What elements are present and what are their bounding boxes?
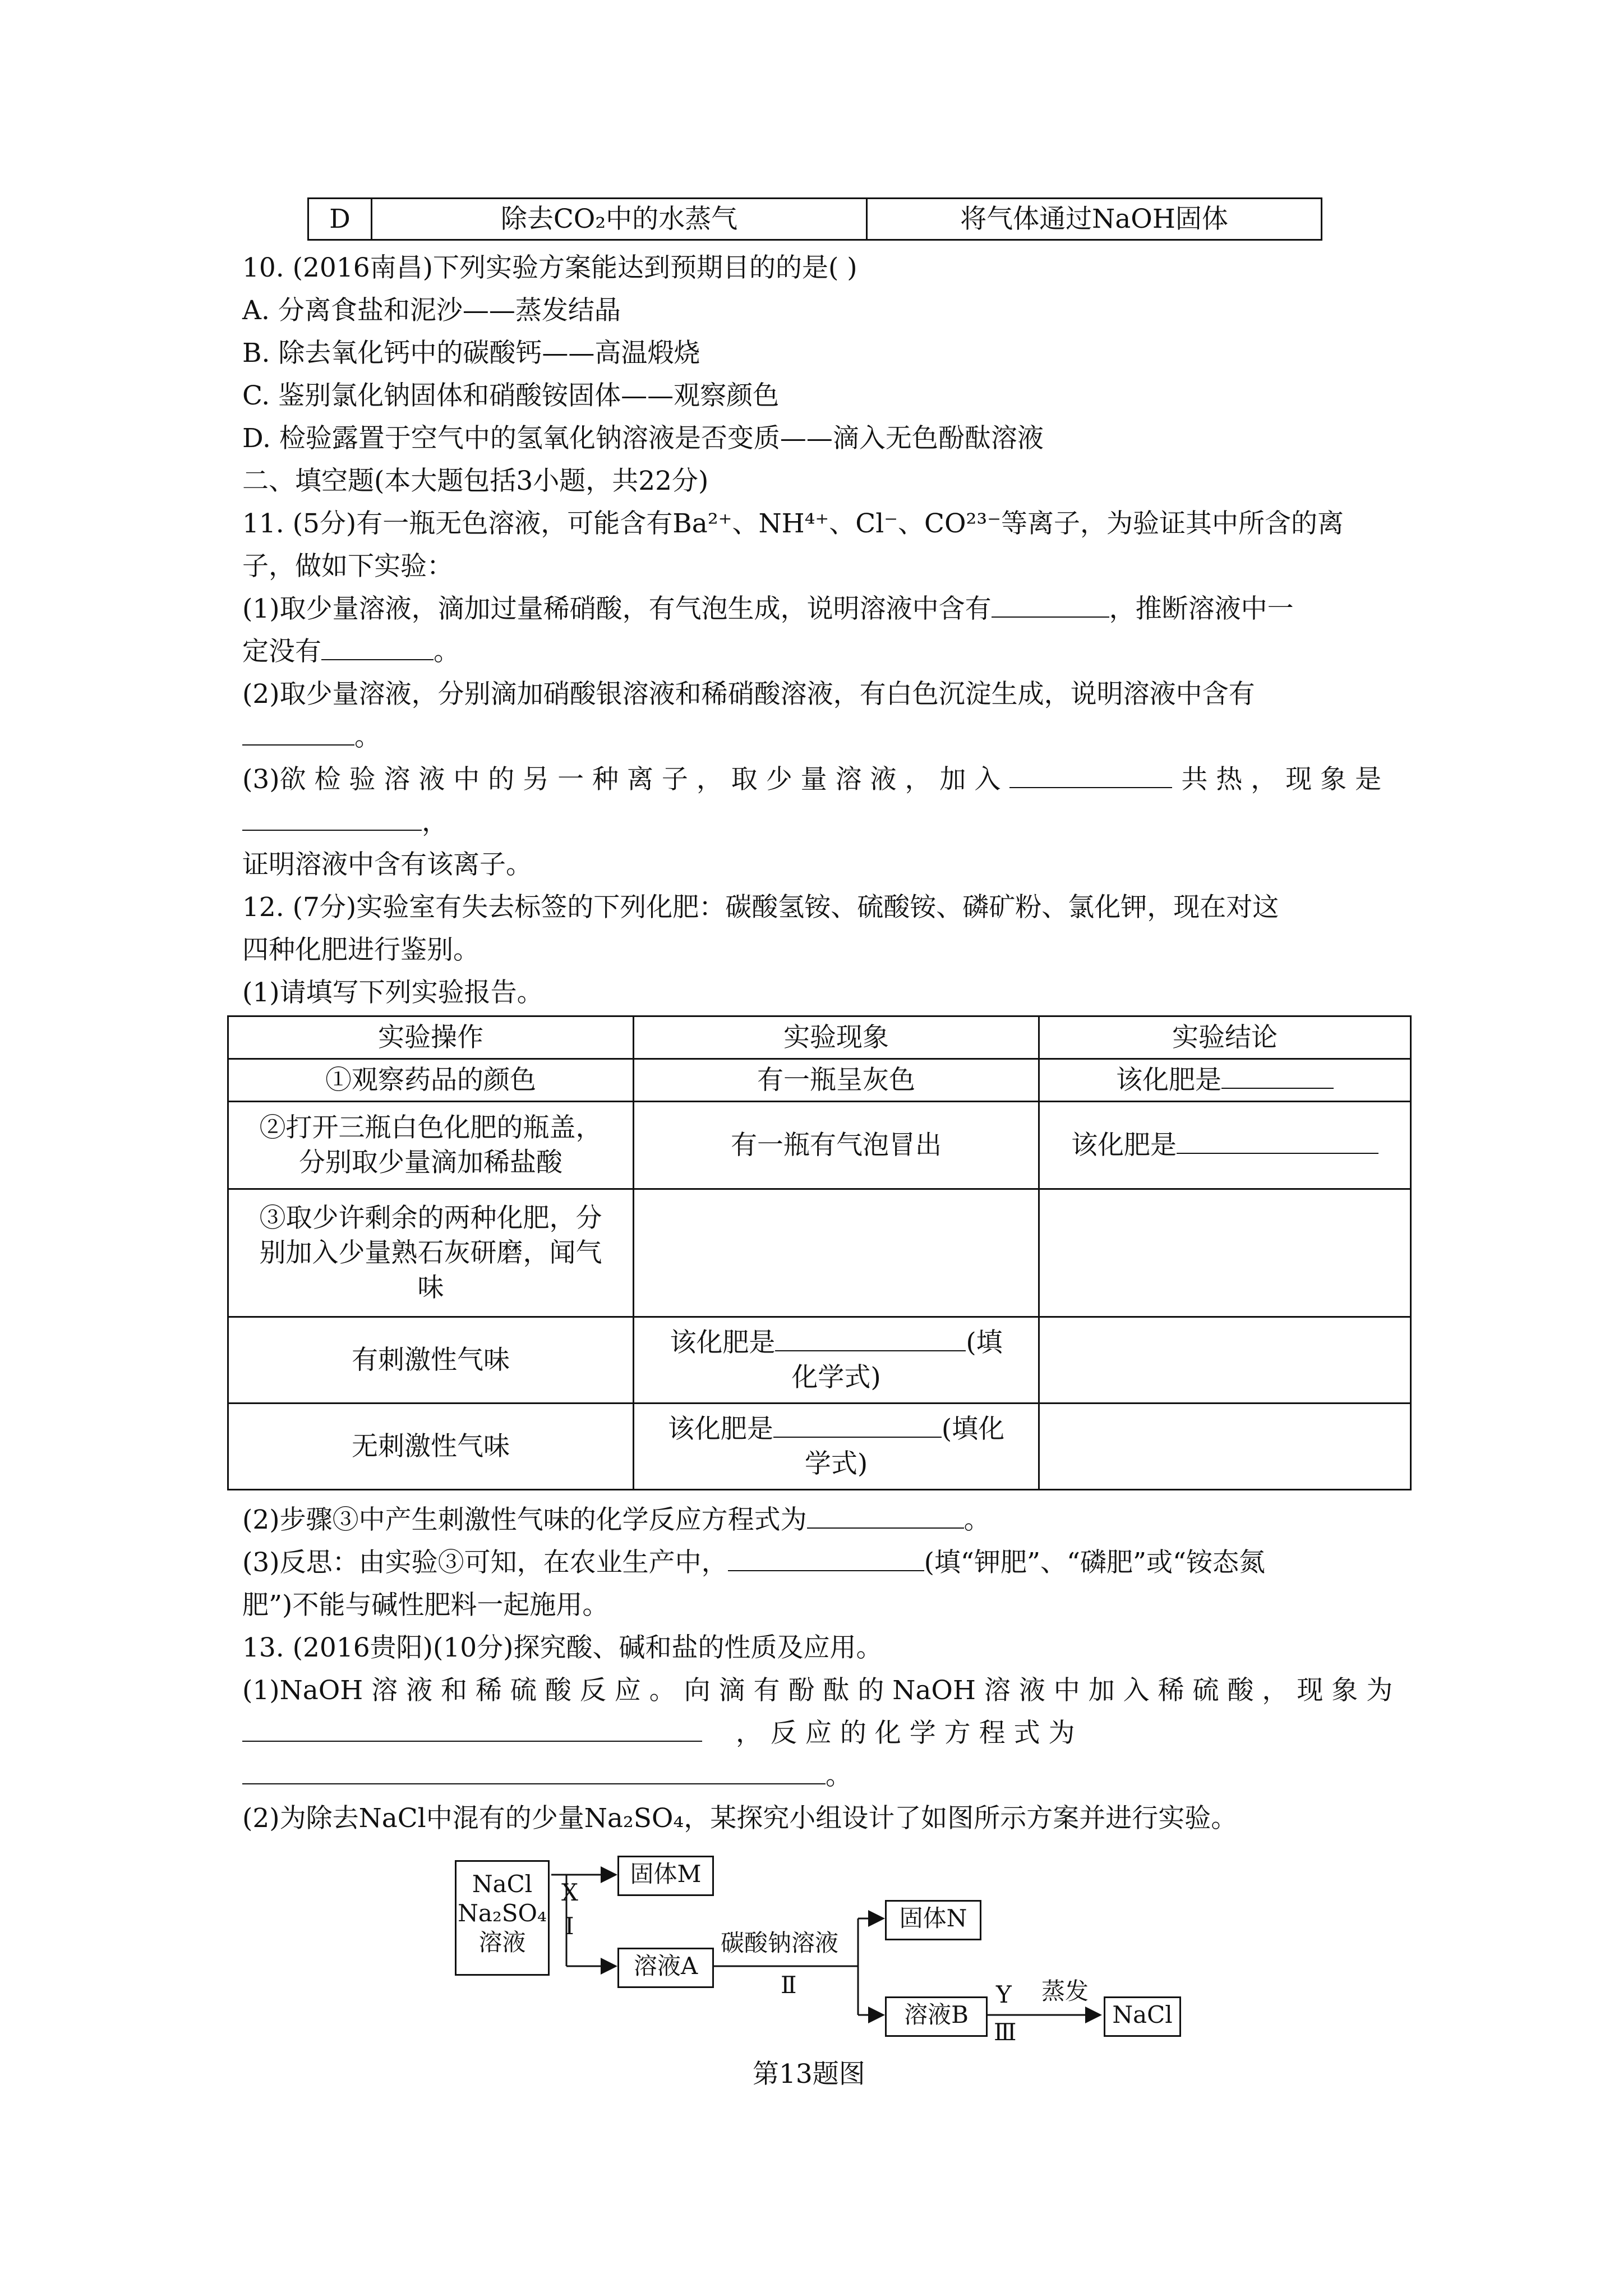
q10-option-a: A. 分离食盐和泥沙——蒸发结晶 — [242, 295, 621, 326]
row1-operation: ①观察药品的颜色 — [228, 1059, 634, 1102]
q12-line-5-a: (3)反思：由实验③可知，在农业生产中， — [242, 1547, 728, 1578]
flow-solution-b: 溶液B — [904, 2001, 969, 2028]
flow-solid-m-box — [617, 1856, 714, 1896]
q11-line-7-a: (3)欲 检 验 溶 液 中 的 另 一 种 离 子 ， 取 少 量 溶 液 ， 加 入 — [242, 764, 1001, 795]
q13-line-4-b: 。 — [826, 1760, 852, 1791]
row2-conclusion-text: 该化肥是 — [1071, 1129, 1177, 1161]
flow-caption: 第13题图 — [753, 2059, 865, 2090]
flow-label-i: Ⅰ — [565, 1912, 574, 1940]
flow-solution-b-box — [885, 1996, 988, 2037]
q12-line-2: 四种化肥进行鉴别。 — [242, 935, 479, 965]
q13-line-2: (1)NaOH 溶 液 和 稀 硫 酸 反 应 。 向 滴 有 酚 酞 的 NaOH 溶 液 中 加 入 稀 硫 酸 ， 现 象 为 — [242, 1675, 1393, 1706]
row4-line-2: 化学式) — [791, 1361, 881, 1393]
header-conclusion: 实验结论 — [1039, 1016, 1411, 1059]
flow-solution-a: 溶液A — [633, 1952, 698, 1980]
row3-operation-l1: ③取少许剩余的两种化肥，分 — [259, 1202, 602, 1234]
q11-line-3-a: (1)取少量溶液，滴加过量稀硝酸，有气泡生成，说明溶液中含有 — [242, 593, 992, 624]
flow-start-l3: 溶液 — [478, 1929, 526, 1956]
q11-line-7-b: 共 热 ， 现 象 是 — [1181, 764, 1382, 795]
q11-line-4-a: 定没有 — [242, 636, 321, 667]
flow-nacl-box — [1104, 1996, 1181, 2037]
row2-phenomenon: 有一瓶有气泡冒出 — [634, 1102, 1039, 1189]
flow-solid-n: 固体N — [899, 1904, 967, 1932]
q12-line-4-a: (2)步骤③中产生刺激性气味的化学反应方程式为 — [242, 1504, 807, 1535]
row3-operation-l3: 味 — [417, 1272, 444, 1303]
q11-line-9: 证明溶液中含有该离子。 — [242, 849, 532, 880]
flow-solid-m: 固体M — [630, 1860, 702, 1888]
row5-line-2: 学式) — [804, 1448, 868, 1479]
q10-option-b: B. 除去氧化钙中的碳酸钙——高温煅烧 — [242, 338, 700, 369]
flow-label-x: X — [561, 1879, 578, 1906]
q11-line-8-b: ， — [422, 807, 448, 838]
flow-nacl: NaCl — [1112, 2001, 1173, 2028]
flow-start-l1: NaCl — [472, 1870, 533, 1898]
flow-start-box — [455, 1860, 550, 1976]
q12-line-6: 肥”)不能与碱性肥料一起施用。 — [242, 1590, 609, 1621]
q11-line-2: 子，做如下实验： — [242, 551, 453, 582]
row4-suffix: (填 — [966, 1327, 1003, 1358]
top-table-cell-1: D — [308, 199, 372, 240]
q10-option-c: C. 鉴别氯化钠固体和硝酸铵固体——观察颜色 — [242, 380, 780, 411]
row2-operation-l1: ②打开三瓶白色化肥的瓶盖， — [259, 1112, 602, 1143]
row4-text: 该化肥是 — [670, 1327, 776, 1358]
header-phenomenon: 实验现象 — [634, 1016, 1039, 1059]
q12-line-3: (1)请填写下列实验报告。 — [242, 977, 543, 1008]
q11-line-1: 11. (5分)有一瓶无色溶液，可能含有Ba²⁺、NH⁴⁺、Cl⁻、CO²³⁻等离子，为验证其中所含的离 — [242, 508, 1344, 539]
row5-suffix: (填化 — [941, 1413, 1005, 1444]
q11-line-5: (2)取少量溶液，分别滴加硝酸银溶液和稀硝酸溶液，有白色沉淀生成，说明溶液中含有 — [242, 679, 1255, 710]
flow-solution-a-box — [617, 1948, 714, 1988]
flow-solid-n-box — [885, 1900, 981, 1940]
q11-line-6-b: 。 — [354, 721, 381, 752]
row1-conclusion-text: 该化肥是 — [1116, 1064, 1221, 1096]
header-operation: 实验操作 — [228, 1016, 634, 1059]
q12-line-1: 12. (7分)实验室有失去标签的下列化肥：碳酸氢铵、硫酸铵、磷矿粉、氯化钾，现在对这 — [242, 892, 1279, 923]
q13-line-5: (2)为除去NaCl中混有的少量Na₂SO₄，某探究小组设计了如图所示方案并进行实验。 — [242, 1803, 1238, 1834]
q11-line-3-b: ，推断溶液中一 — [1109, 593, 1294, 624]
q12-line-4-b: 。 — [963, 1504, 990, 1535]
flow-label-ii: Ⅱ — [781, 1971, 797, 1999]
row5-text: 该化肥是 — [667, 1413, 773, 1444]
row4-operation: 有刺激性气味 — [228, 1317, 634, 1404]
top-table-cell-3: 将气体通过NaOH固体 — [867, 199, 1322, 240]
q11-line-4-b: 。 — [434, 636, 460, 667]
row2-operation-l2: 分别取少量滴加稀盐酸 — [299, 1147, 562, 1178]
flow-start-l2: Na₂SO₄ — [458, 1899, 547, 1927]
top-table-cell-2: 除去CO₂中的水蒸气 — [372, 199, 867, 240]
q10-option-d: D. 检验露置于空气中的氢氧化钠溶液是否变质——滴入无色酚酞溶液 — [242, 423, 1044, 454]
q13-line-1: 13. (2016贵阳)(10分)探究酸、碱和盐的性质及应用。 — [242, 1632, 883, 1663]
flow-reagent: 碳酸钠溶液 — [721, 1929, 839, 1957]
row1-phenomenon: 有一瓶呈灰色 — [634, 1059, 1039, 1102]
q13-line-3-b: ， 反 应 的 化 学 方 程 式 为 — [736, 1718, 1075, 1749]
flow-evaporate: 蒸发 — [1041, 1977, 1089, 2005]
row5-operation: 无刺激性气味 — [228, 1404, 634, 1490]
flow-label-iii: Ⅲ — [994, 2018, 1017, 2046]
q12-line-5-b: (填“钾肥”、“磷肥”或“铵态氮 — [924, 1547, 1266, 1578]
section-heading: 二、填空题(本大题包括3小题，共22分) — [242, 466, 709, 496]
flow-label-y: Y — [996, 1981, 1012, 2008]
row3-operation-l2: 别加入少量熟石灰研磨，闻气 — [259, 1237, 602, 1268]
q10-stem: 10. (2016南昌)下列实验方案能达到预期目的的是( ) — [242, 252, 857, 283]
